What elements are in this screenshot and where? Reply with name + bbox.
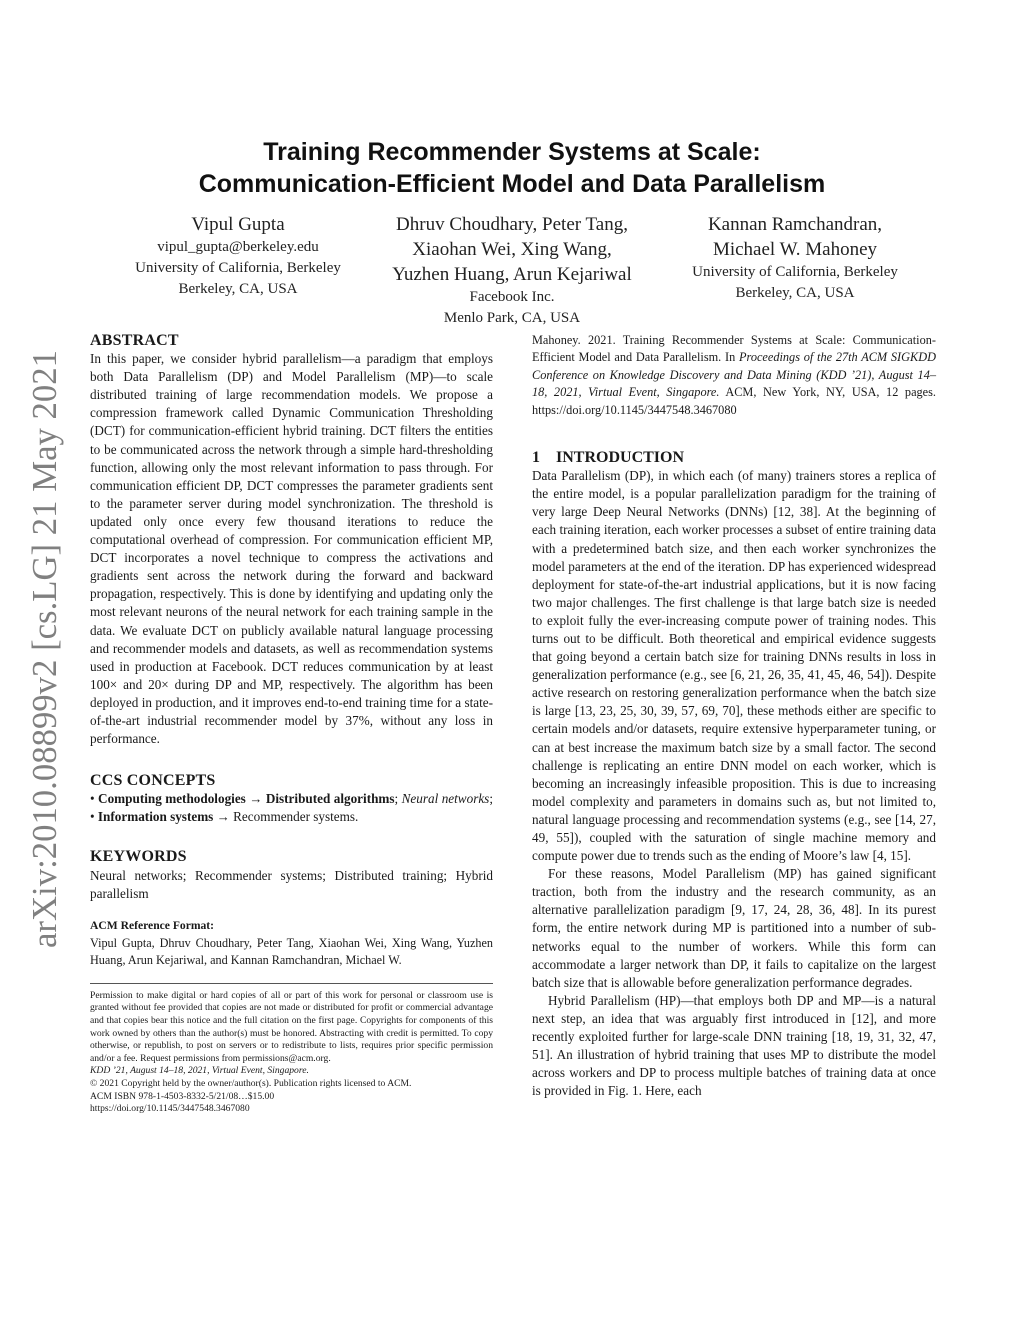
abstract-text: In this paper, we consider hybrid parallelism—a paradigm that employs both Data Parallelism (DP) and Model Parallelism (MP)—to scale distributed training of large recommendation models. We propose a compression framework called Dynamic Communication Thresholding (DCT) for communication-efficient hybrid training. DCT filters the entities to be communicated across the network through a simple hard-thresholding function, allowing only the most relevant information to pass through. For communication efficient DP, DCT compresses the parameter gradients sent to the parameter server during model synchronization. The threshold is updated only once every few thousand iterations to reduce the computational overhead of compression. For communication efficient MP, DCT incorporates a novel technique to compress the activations and gradients sent across the network during the forward and backward propagation, respectively. This is done by identifying and updating only the most relevant neurons of the neural network for each training sample in the data. We evaluate DCT on publicly available natural language processing and recommender models and datasets, as well as recommendation systems used in production at Facebook. DCT reduces communication by at least 100× and 20× during DP and MP, respectively. The algorithm has been deployed in production, and it improves end-to-end training time for a state-of-the-art industrial recommender model by 37%, without any loss in performance. (90, 351, 493, 747)
doi-link[interactable]: https://doi.org/10.1145/3447548.3467080 (90, 1103, 250, 1115)
author-affiliation: Facebook Inc. (469, 289, 555, 305)
acm-reference-heading: ACM Reference Format: (90, 918, 215, 932)
author-location: Berkeley, CA, USA (735, 285, 855, 301)
ccs-concept-italic: Neural networks (401, 791, 490, 807)
author-name: Yuzhen Huang, Arun Kejariwal (392, 264, 632, 285)
acm-reference-continued (532, 332, 936, 419)
ccs-concept-rest: → Recommender systems. (213, 809, 359, 825)
right-column (532, 332, 936, 1100)
arxiv-stamp-text: arXiv:2010.08899v2 [cs.LG] 21 May 2021 (25, 348, 64, 948)
ccs-concept-strong: Information systems (97, 809, 214, 825)
author-affiliation: University of California, Berkeley (692, 264, 898, 280)
section-title: INTRODUCTION (556, 449, 685, 467)
author-email: vipul_gupta@berkeley.edu (157, 239, 319, 255)
author-location: Menlo Park, CA, USA (443, 310, 581, 326)
ccs-heading: CCS CONCEPTS (90, 772, 216, 790)
ccs-concepts: • Computing methodologies → Distributed algorithms; Neural networks; • Information systems → Recommender systems. (90, 791, 493, 825)
author-name: Xiaohan Wei, Xing Wang, (412, 239, 612, 260)
permission-notice (90, 990, 493, 1116)
citation-part: ACM, New York, NY, USA, 12 pages. https://doi.org/10.1145/3447548.3467080 (532, 385, 936, 417)
section-number: 1 (532, 449, 540, 467)
author-name: Kannan Ramchandran, (707, 214, 883, 235)
author-group-1 (108, 212, 368, 300)
left-column (90, 332, 493, 1116)
intro-paragraph-2: For these reasons, Model Parallelism (MP) has gained significant traction, both from the industry and the research community, as an alternative parallelization paradigm [9, 17, 24, 28, 36, 48]. In its purest form, the entire network during MP is partitioned into a number of sub-networks equal to the number of workers. While this form can accommodate a larger network than DP, it fails to capitalize on the largest batch size that is allowable before generalization performance degrades. (532, 866, 936, 990)
title-line-2: Communication-Efficient Model and Data Parallelism (198, 170, 826, 198)
citation-venue: Proceedings of the 27th ACM SIGKDD Conference on Knowledge Discovery and Data Mining (KDD ’21), August 14–18, 2021, Virtual Event, Singapore. (532, 350, 936, 400)
title-line-1: Training Recommender Systems at Scale: (263, 138, 761, 166)
arxiv-stamp (14, 348, 68, 948)
acm-reference-text: Vipul Gupta, Dhruv Choudhary, Peter Tang, Xiaohan Wei, Xing Wang, Yuzhen Huang, Arun Kejariwal, and Kannan Ramchandran, Michael W. (90, 935, 493, 967)
ccs-concept-strong: Computing methodologies → Distributed algorithms (98, 791, 395, 807)
keywords-text: Neural networks; Recommender systems; Distributed training; Hybrid parallelism (90, 867, 493, 901)
author-name: Vipul Gupta (191, 214, 285, 235)
introduction-heading (532, 449, 936, 467)
author-group-3 (655, 212, 935, 304)
paper-title (90, 136, 934, 200)
intro-paragraph-1: Data Parallelism (DP), in which each (of many) trainers stores a replica of the entire model, is a popular parallelization paradigm for the training of very large Deep Neural Networks (DNNs) [12, 38]. At the beginning of each training iteration, each worker processes a subset of entire training data with a predetermined batch size, and then each worker synchronizes the model parameters at the end of the iteration. DP has experienced widespread deployment for state-of-the-art industrial applications, but it is now facing two major challenges. The first challenge is that large batch size is needed to exploit fully the ever-increasing compute power of training nodes. This turns out to be difficult. Both theoretical and empirical evidence suggests that going beyond a certain batch size for training DNNs results in loss in generalization performance (e.g., see [6, 21, 26, 35, 41, 45, 46, 54]). Despite active research on restoring generalization performance when the batch size is large [13, 23, 25, 30, 39, 57, 69, 70], these methods either are specific to certain models and/or datasets, require extensive hyperparameter tuning, or can at best increase the maximum batch size by a small factor. The second challenge is replicating an entire DNN model on each worker, which is becoming an increasingly infeasible proposition. This is due to increasing model complexity and parameters in domains such as, but not limited to, natural language processing and recommendation systems (e.g., see [14, 27, 49, 55]), coupled with the saturation of single machine memory and compute power due to trends such as the ending of Moore’s law [4, 15]. (532, 468, 936, 864)
ccs-separator: ; (394, 791, 402, 807)
abstract-heading: ABSTRACT (90, 332, 179, 349)
permission-text: Permission to make digital or hard copies of all or part of this work for personal or classroom use is granted without fee provided that copies are not made or distributed for profit or commercial advantage and that copies bear this notice and the full citation on the first page. Copyrights for components of this work owned by others than the author(s) must be honored. Abstracting with credit is permitted. To copy otherwise, or republish, to post on servers or to redistribute to lists, requires prior specific permission and/or a fee. Request permissions from permissions@acm.org. (90, 989, 493, 1064)
citation-part: Mahoney. 2021. Training Recommender Systems at Scale: Communication-Efficient Model and Data Parallelism. In (532, 333, 936, 365)
author-location: Berkeley, CA, USA (178, 281, 298, 297)
author-group-2 (372, 212, 652, 329)
footnote-divider (90, 983, 493, 984)
author-name: Michael W. Mahoney (712, 239, 878, 260)
copyright-line: © 2021 Copyright held by the owner/author(s). Publication rights licensed to ACM. (90, 1077, 412, 1089)
conference-line: KDD ’21, August 14–18, 2021, Virtual Event, Singapore. (90, 1065, 309, 1077)
keywords-heading: KEYWORDS (90, 848, 187, 866)
author-affiliation: University of California, Berkeley (135, 260, 341, 276)
intro-paragraph-3: Hybrid Parallelism (HP)—that employs both DP and MP—is a natural next step, an idea that was arguably first introduced in [12], and more recently exploited further for large-scale DNN training [18, 19, 31, 32, 47, 51]. An illustration of hybrid training that uses MP to distribute the model across workers and DP to process multiple batches of training data at once is provided in Fig. 1. Here, each (532, 992, 936, 1099)
author-name: Dhruv Choudhary, Peter Tang, (396, 214, 628, 235)
isbn-line: ACM ISBN 978-1-4503-8332-5/21/08…$15.00 (90, 1090, 275, 1102)
